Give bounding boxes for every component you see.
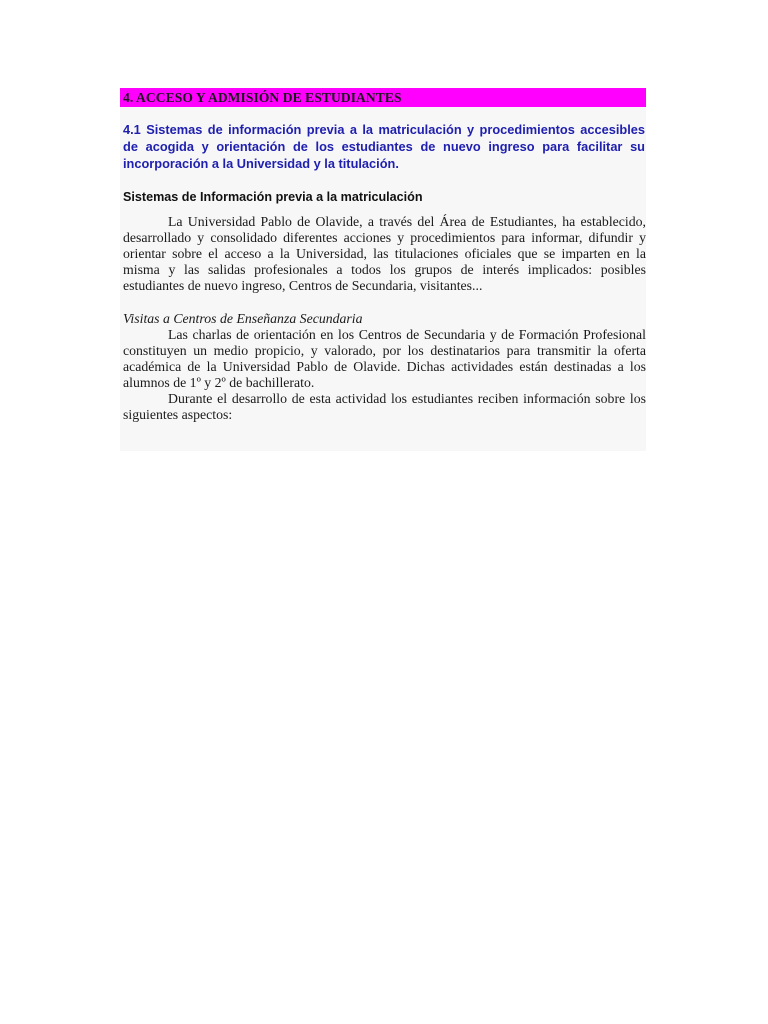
paragraph-aspectos: Durante el desarrollo de esta actividad los estudiantes reciben información sobre los siguientes aspectos: — [123, 391, 646, 422]
section-heading: Sistemas de Información previa a la matriculación — [123, 190, 423, 204]
italic-subheading: Visitas a Centros de Enseñanza Secundaria — [123, 311, 363, 326]
document-content — [120, 88, 646, 451]
paragraph-intro: La Universidad Pablo de Olavide, a través del Área de Estudiantes, ha establecido, desarrollado y consolidado diferentes acciones y procedimientos para informar, difundir y orientar sobre el acceso a la Universidad, las titulaciones oficiales que se imparten en la misma y las salidas profesionales a todos los grupos de interés implicados: posibles estudiantes de nuevo ingreso, Centros de Secundaria, visitantes... — [123, 214, 646, 293]
subsection-title: 4.1 Sistemas de información previa a la matriculación y procedimientos accesibles de acogida y orientación de los estudiantes de nuevo ingreso para facilitar su incorporación a la Universidad y la titulación. — [123, 122, 645, 171]
paragraph-charlas: Las charlas de orientación en los Centros de Secundaria y de Formación Profesional constituyen un medio propicio, y valorado, por los destinatarios para transmitir la oferta académica de la Universidad Pablo de Olavide. Dichas actividades están destinadas a los alumnos de 1º y 2º de bachillerato. — [123, 327, 646, 390]
section-banner: 4. ACCESO Y ADMISIÓN DE ESTUDIANTES — [120, 88, 646, 107]
